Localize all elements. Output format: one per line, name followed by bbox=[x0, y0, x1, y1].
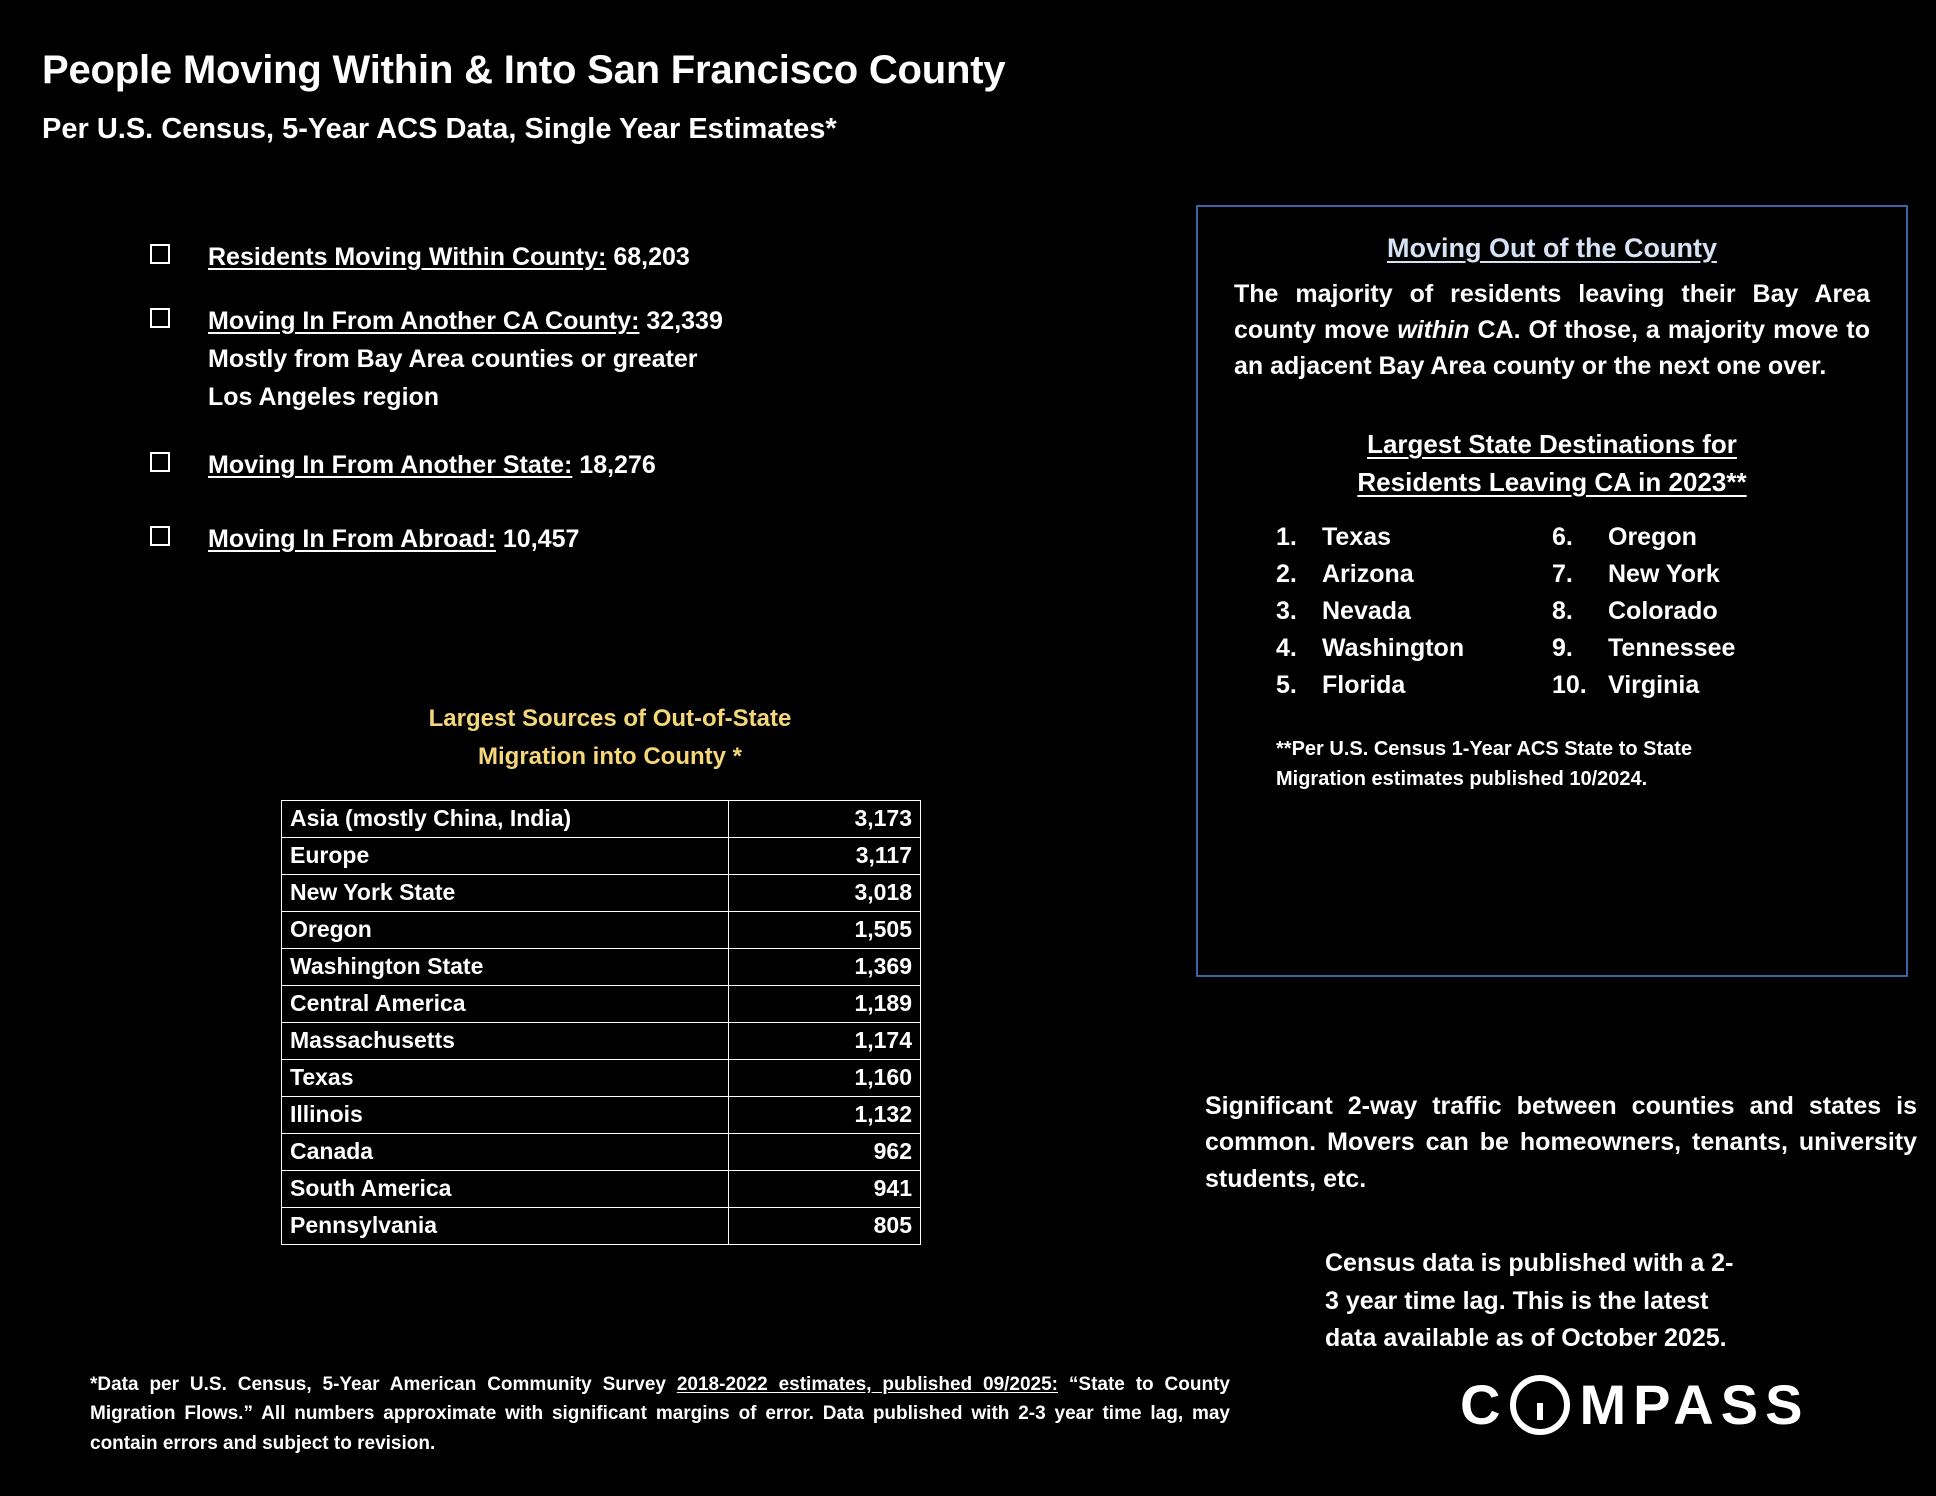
table-heading-line-2: Migration into County * bbox=[478, 742, 742, 770]
table-cell-source: Washington State bbox=[282, 949, 729, 986]
bullet-label: Moving In From Abroad: bbox=[208, 525, 496, 553]
state-name: Tennessee bbox=[1608, 634, 1736, 663]
table-cell-value: 1,189 bbox=[729, 986, 921, 1023]
state-name: Oregon bbox=[1608, 523, 1697, 552]
callout-note bbox=[1198, 734, 1906, 794]
census-lag-note bbox=[1325, 1245, 1925, 1358]
footnote-underlined: 2018-2022 estimates, published 09/2025: bbox=[676, 1374, 1059, 1395]
table-cell-source: South America bbox=[282, 1171, 729, 1208]
table-row bbox=[282, 949, 921, 986]
table-cell-value: 805 bbox=[729, 1208, 921, 1245]
bullet-value: 68,203 bbox=[613, 243, 690, 271]
table-cell-value: 1,174 bbox=[729, 1023, 921, 1060]
table-heading-line-1: Largest Sources of Out-of-State bbox=[428, 705, 792, 732]
state-rank: 3. bbox=[1276, 597, 1297, 626]
table-row bbox=[282, 1134, 921, 1171]
table-row bbox=[282, 1208, 921, 1245]
table-cell-value: 1,160 bbox=[729, 1060, 921, 1097]
state-name: Virginia bbox=[1608, 671, 1700, 700]
table-row bbox=[282, 875, 921, 912]
table-cell-source: Central America bbox=[282, 986, 729, 1023]
callout-paragraph-post: CA. Of those, a majority move to an adjacent Bay Area county or the next one over. bbox=[1234, 316, 1870, 380]
table-cell-value: 3,117 bbox=[729, 838, 921, 875]
bullet-content bbox=[208, 302, 950, 416]
callout-note-line-1: **Per U.S. Census 1-Year ACS State to State bbox=[1276, 738, 1693, 761]
state-rank: 7. bbox=[1552, 560, 1573, 589]
list-item bbox=[150, 520, 950, 558]
table-cell-value: 1,132 bbox=[729, 1097, 921, 1134]
table-cell-source: Pennsylvania bbox=[282, 1208, 729, 1245]
table-row bbox=[282, 801, 921, 838]
table-cell-value: 3,018 bbox=[729, 875, 921, 912]
state-destinations-list bbox=[1198, 523, 1906, 700]
bullet-value: 32,339 bbox=[646, 307, 723, 335]
state-name: Florida bbox=[1322, 671, 1406, 700]
table-cell-source: Asia (mostly China, India) bbox=[282, 801, 729, 838]
bullet-value: 10,457 bbox=[502, 525, 580, 553]
bullet-detail: Mostly from Bay Area counties or greater bbox=[208, 345, 698, 373]
bullet-content bbox=[208, 238, 950, 276]
state-name: Nevada bbox=[1322, 597, 1411, 626]
bullet-content bbox=[208, 446, 950, 484]
table-cell-source: New York State bbox=[282, 875, 729, 912]
bullet-label: Moving In From Another CA County: bbox=[208, 307, 640, 335]
state-rank: 2. bbox=[1276, 560, 1297, 589]
state-rank: 4. bbox=[1276, 634, 1297, 663]
table-cell-source: Massachusetts bbox=[282, 1023, 729, 1060]
footnote-part-1: *Data per U.S. Census, 5-Year American Community Survey bbox=[90, 1374, 677, 1395]
list-item bbox=[150, 238, 950, 276]
list-item bbox=[150, 302, 950, 416]
table-heading bbox=[280, 700, 940, 776]
page-title: People Moving Within & Into San Francisco County bbox=[42, 48, 1006, 92]
table-cell-source: Europe bbox=[282, 838, 729, 875]
callout-paragraph bbox=[1234, 276, 1870, 384]
out-of-state-sources-table bbox=[281, 800, 921, 1245]
state-name: Washington bbox=[1322, 634, 1465, 663]
bullet-content bbox=[208, 520, 950, 558]
state-rank: 10. bbox=[1552, 671, 1587, 700]
callout-paragraph-pre: The majority of residents leaving their Bay Area county move bbox=[1234, 280, 1870, 344]
table-row bbox=[282, 1060, 921, 1097]
list-item bbox=[150, 446, 950, 484]
callout-note-line-2: Migration estimates published 10/2024. bbox=[1276, 768, 1648, 791]
checkbox-icon bbox=[150, 452, 170, 472]
census-lag-note-line-3: data available as of October 2025. bbox=[1325, 1324, 1727, 1352]
compass-logo bbox=[1460, 1372, 1809, 1437]
state-rank: 5. bbox=[1276, 671, 1297, 700]
callout-title: Moving Out of the County bbox=[1387, 233, 1717, 263]
table-cell-value: 3,173 bbox=[729, 801, 921, 838]
footnote bbox=[90, 1370, 1230, 1458]
bullet-detail-2: Los Angeles region bbox=[208, 383, 440, 411]
census-lag-note-line-1: Census data is published with a 2- bbox=[1325, 1249, 1734, 1277]
state-name: Arizona bbox=[1322, 560, 1414, 589]
bullet-value: 18,276 bbox=[579, 451, 656, 479]
table-cell-value: 962 bbox=[729, 1134, 921, 1171]
table-cell-source: Illinois bbox=[282, 1097, 729, 1134]
census-lag-note-line-2: 3 year time lag. This is the latest bbox=[1325, 1286, 1709, 1315]
state-rank: 9. bbox=[1552, 634, 1573, 663]
checkbox-icon bbox=[150, 244, 170, 264]
bullet-label: Residents Moving Within County: bbox=[208, 243, 607, 271]
moving-out-callout bbox=[1196, 205, 1908, 977]
callout-subheading-line-1: Largest State Destinations for bbox=[1367, 429, 1737, 459]
logo-text-part-1: C bbox=[1460, 1373, 1508, 1436]
state-rank: 1. bbox=[1276, 523, 1297, 552]
state-name: Texas bbox=[1322, 523, 1392, 552]
table-cell-value: 1,369 bbox=[729, 949, 921, 986]
table-cell-source: Texas bbox=[282, 1060, 729, 1097]
footnote-part-2: “State to County Migration Flows.” All numbers approximate with significant margins of error. Data published with 2-3 year time lag, may contain errors and subject to revision. bbox=[90, 1374, 1230, 1454]
state-name: New York bbox=[1608, 560, 1720, 589]
table-row bbox=[282, 1171, 921, 1208]
callout-subheading-line-2: Residents Leaving CA in 2023** bbox=[1357, 466, 1747, 497]
table-cell-source: Oregon bbox=[282, 912, 729, 949]
compass-o-icon bbox=[1510, 1375, 1570, 1435]
table-row bbox=[282, 912, 921, 949]
checkbox-icon bbox=[150, 526, 170, 546]
callout-subheading bbox=[1228, 426, 1876, 501]
state-name: Colorado bbox=[1608, 597, 1718, 626]
callout-paragraph-emphasis: within bbox=[1397, 316, 1470, 344]
checkbox-icon bbox=[150, 308, 170, 328]
bullet-list bbox=[150, 238, 950, 584]
state-rank: 6. bbox=[1552, 523, 1573, 552]
table-cell-value: 1,505 bbox=[729, 912, 921, 949]
bullet-label: Moving In From Another State: bbox=[208, 451, 573, 479]
table-cell-value: 941 bbox=[729, 1171, 921, 1208]
page-subtitle: Per U.S. Census, 5-Year ACS Data, Single Year Estimates* bbox=[42, 113, 837, 145]
table-row bbox=[282, 1023, 921, 1060]
state-rank: 8. bbox=[1552, 597, 1573, 626]
table-row bbox=[282, 1097, 921, 1134]
logo-text-part-2: MPASS bbox=[1579, 1373, 1810, 1436]
two-way-traffic-paragraph: Significant 2-way traffic between counties and states is common. Movers can be homeowners, tenants, university students, etc. bbox=[1205, 1092, 1917, 1193]
table-row bbox=[282, 986, 921, 1023]
table-row bbox=[282, 838, 921, 875]
table-cell-source: Canada bbox=[282, 1134, 729, 1171]
